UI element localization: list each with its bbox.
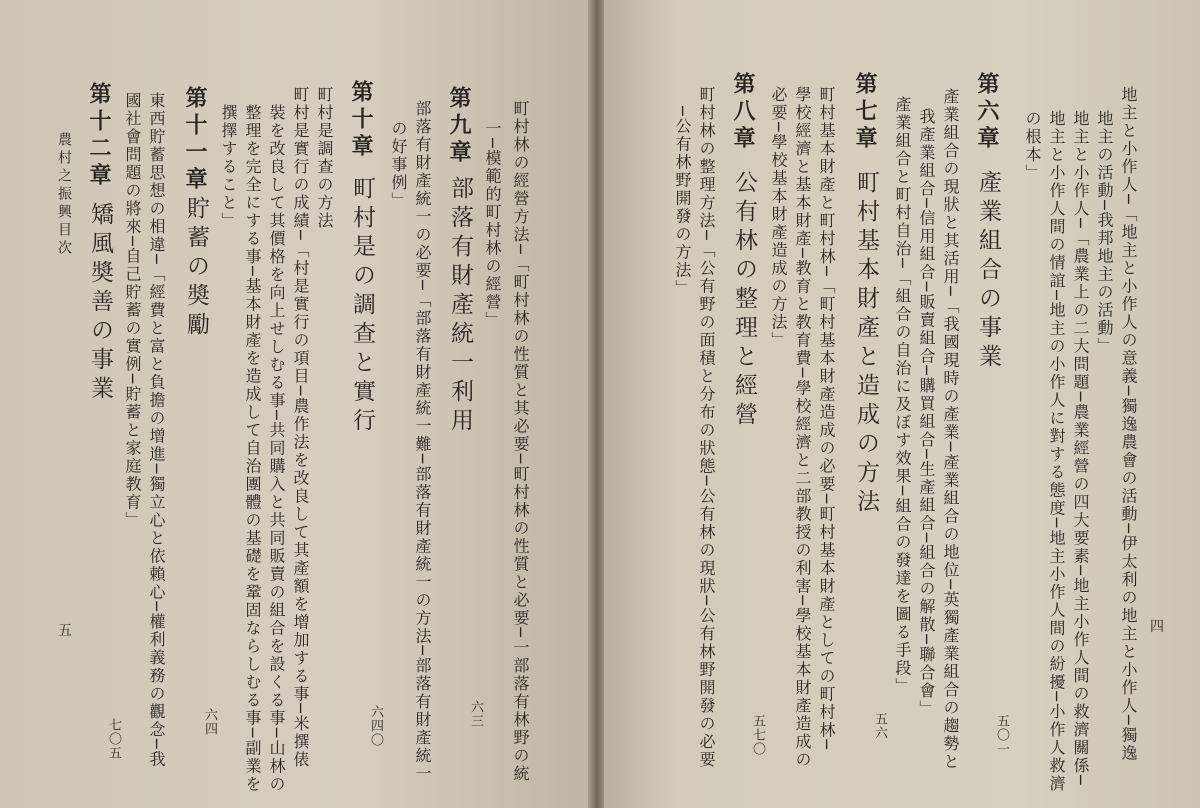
chapter-title: 公有林の整理と經營 <box>731 170 757 431</box>
chapter-title: 矯風奬善の事業 <box>87 202 113 405</box>
toc-line: 一─模範的町村林の經營」 <box>483 120 502 330</box>
right-page <box>604 0 1200 808</box>
toc-line: の根本」 <box>1023 110 1042 182</box>
toc-line: 裝を改良して其價格を向上せしむる事─共同購入と共同販賣の組合を設くる事─山林の <box>267 104 286 794</box>
toc-line: 產業組合の現狀と其活用─「我國現時の產業─產業組合の地位─英獨產業組合の趨勢と <box>941 88 960 771</box>
chapter-title: 部落有財產統一利用 <box>447 176 473 437</box>
page-number: 五〇一 <box>994 714 1009 756</box>
toc-line: 國社會問題の將來─自己貯蓄の實例─貯蓄と家庭教育」 <box>123 92 142 530</box>
toc-line: 町村是實行の成績─「村是實行の項目─農作法を改良して其產額を增加する事─米撰俵 <box>291 86 310 769</box>
toc-line: 町村是調查の方法 <box>315 86 334 230</box>
page-number: 七〇五 <box>106 718 121 760</box>
toc-line: 部落有財產統一の必要─「部落有財產統一難─部落有財產統一の方法─部落有財產統一 <box>413 100 432 783</box>
toc-line: の好事例」 <box>389 120 408 210</box>
page-folio: 五 <box>58 623 72 639</box>
page-folio: 四 <box>1150 619 1164 635</box>
toc-line: ─公有林野開發の方法」 <box>673 106 692 298</box>
toc-line: 地主の活動─我邦地主の活動」 <box>1095 110 1114 356</box>
toc-line: 學校經濟と基本財產─教育と教育費─學校經濟と二部教授の利害─學校基本財產造成の <box>793 86 812 769</box>
chapter-number: 第十二章 <box>86 82 112 190</box>
page-number: 五七〇 <box>750 714 765 756</box>
toc-line: 整理を完全にする事─基本財產を造成して自治團體の基礎を鞏固ならしむる事─副業を <box>243 104 262 794</box>
toc-line: 產業組合と町村自治─「組合の自治に及ぼす效果─組合の發達を圖る手段」 <box>893 96 912 696</box>
chapter-title: 貯蓄の奬勵 <box>183 196 209 341</box>
toc-line: 町村林の整理方法─「公有野の面積と分布の狀態─公有林の現狀─公有林野開發の必要 <box>697 86 716 769</box>
chapter-number: 第六章 <box>974 72 1000 153</box>
chapter-number: 第十一章 <box>182 86 208 194</box>
chapter-title: 町村是の調查と實行 <box>349 176 375 437</box>
chapter-number: 第七章 <box>852 72 878 153</box>
toc-line: 地主と小作人─「地主と小作人の意義─獨逸農會の活動─伊太利の地主と小作人─獨逸 <box>1119 86 1138 763</box>
chapter-title: 町村基本財產と造成の方法 <box>853 170 879 518</box>
toc-line: 撰擇すること」 <box>219 104 238 230</box>
chapter-title: 產業組合の事業 <box>975 170 1001 373</box>
toc-line: 町村基本財產と町村林─「町村基本財產造成の必要─町村基本財產としての町村林─ <box>817 86 836 751</box>
page-number: 五六 <box>872 712 887 740</box>
toc-line: 我產業組合─信用組合─販賣組合─購買組合─生產組合─組合の解散─聯合會」 <box>917 108 936 718</box>
toc-line: 必要─學校基本財產造成の方法」 <box>769 86 788 350</box>
toc-line: 地主と小作人─「農業上の二大問題─農業經營の四大要素─地主小作人間の救濟關係─ <box>1071 110 1090 787</box>
chapter-number: 第八章 <box>730 72 756 153</box>
toc-line: 町村林の經營方法─「町村林の性質と其必要─町村林の性質と必要─一部落有林野の統 <box>511 100 530 783</box>
page-number: 六四 <box>202 708 217 736</box>
chapter-number: 第十章 <box>348 80 374 161</box>
toc-line: 東西貯蓄思想の相違─「經費と富と負擔の增進─獨立心と依賴心─權利義務の觀念─我 <box>147 92 166 769</box>
page-number: 六三 <box>468 700 483 728</box>
left-page <box>0 0 590 808</box>
chapter-number: 第九章 <box>446 86 472 167</box>
page-number: 六四〇 <box>368 705 383 747</box>
toc-line: 地主と小作人間の情誼─地主の小作人に對する態度─地主小作人間の紛擾─小作人救濟 <box>1047 110 1066 793</box>
running-head: 農村之振興目次 <box>56 132 72 258</box>
